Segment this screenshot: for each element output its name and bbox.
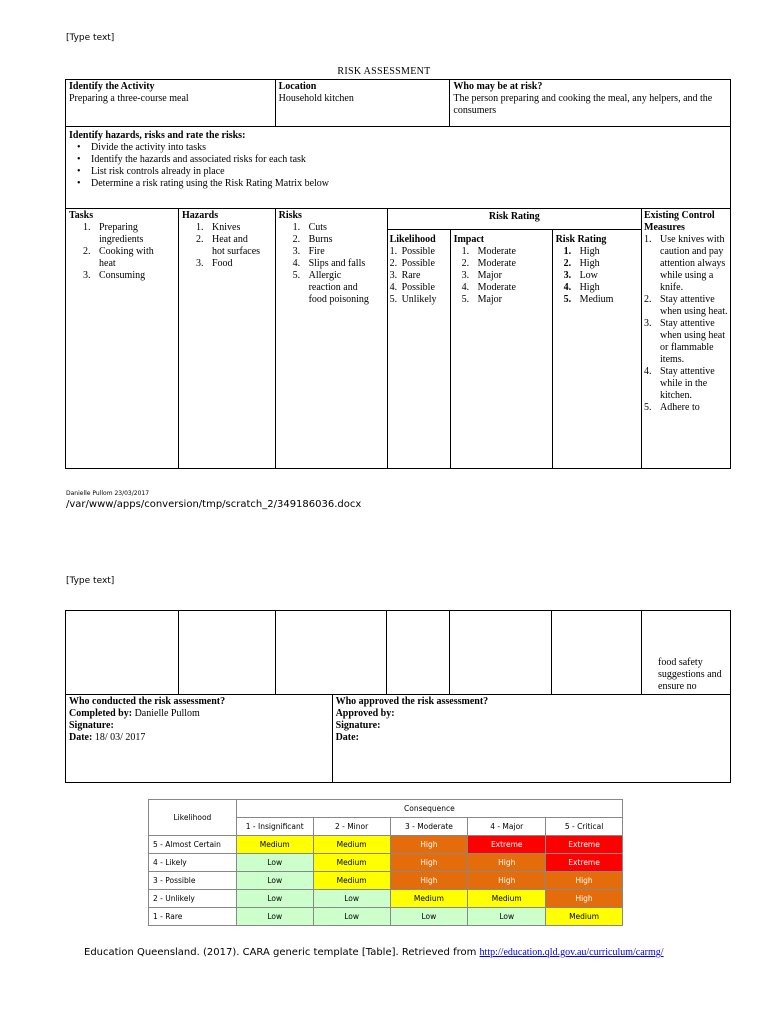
list-item: 4. Moderate [461, 282, 516, 293]
controls-header: Existing Control Measures [644, 210, 715, 233]
list-item: 2. Stay attentive when using heat. [644, 294, 728, 317]
matrix-cell: Medium [468, 890, 546, 908]
hazards-header: Hazards [182, 210, 219, 221]
empty-cell [552, 611, 642, 695]
matrix-cell: Low [236, 872, 313, 890]
list-item: 3. Consuming [83, 270, 146, 281]
approved-heading: Who approved the risk assessment? [335, 696, 489, 707]
matrix-row [149, 854, 623, 872]
citation [84, 947, 664, 958]
page-header: [Type text] [66, 33, 115, 43]
likelihood-header: Likelihood [149, 800, 237, 836]
approved-cell [332, 695, 730, 783]
consequence-label: 3 - Moderate [390, 818, 468, 836]
at-risk-value: The person preparing and cooking the meal, any helpers, and the consumers [453, 93, 713, 116]
likelihood-label: 3 - Possible [149, 872, 237, 890]
matrix-row [149, 836, 623, 854]
empty-cell [450, 611, 552, 695]
date-value: 18/ 03/ 2017 [94, 732, 146, 743]
impact-list [454, 246, 550, 306]
matrix-cell: Low [236, 890, 313, 908]
list-item: 1. Possible [389, 246, 435, 257]
matrix-cell: Medium [390, 890, 468, 908]
list-item: 2. Cooking with heat [83, 246, 154, 269]
location-label: Location [278, 81, 317, 92]
risk-rating-matrix [148, 799, 623, 926]
risk-rating-cell [387, 209, 641, 469]
footer-path: /var/www/apps/conversion/tmp/scratch_2/349186036.docx [66, 499, 362, 510]
consequence-label: 5 - Critical [546, 818, 623, 836]
citation-link[interactable]: http://education.qld.gov.au/curriculum/carmg/ [479, 947, 664, 958]
citation-text: Education Queensland. (2017). CARA generic template [Table]. Retrieved from [84, 947, 477, 958]
document-title: RISK ASSESSMENT [337, 66, 431, 77]
list-item: 2. Heat and hot surfaces [196, 234, 261, 257]
list-item: 3. Low [563, 270, 598, 281]
matrix-cell: Low [468, 908, 546, 926]
likelihood-list [390, 246, 449, 306]
risks-header: Risks [278, 210, 302, 221]
at-risk-cell [450, 80, 731, 127]
list-item: 5. Adhere to [644, 402, 700, 413]
rating-header: Risk Rating [555, 234, 607, 245]
matrix-cell: Medium [313, 872, 390, 890]
risk-rating-header: Risk Rating [488, 211, 540, 222]
activity-value: Preparing a three-course meal [69, 93, 189, 104]
list-item: 3. Stay attentive when using heat or flammable items. [644, 318, 726, 365]
matrix-cell: High [546, 872, 623, 890]
matrix-cell: High [390, 872, 468, 890]
list-item: 5. Unlikely [389, 294, 437, 305]
list-item: 3. Fire [292, 246, 325, 257]
list-item: 3. Food [196, 258, 233, 269]
date-label: Date: [335, 732, 359, 743]
controls-continued: food safety suggestions and ensure no [658, 657, 722, 692]
instructions-list [69, 142, 727, 190]
list-item: 1. Cuts [292, 222, 327, 233]
matrix-row [149, 872, 623, 890]
tasks-list [69, 222, 163, 282]
activity-cell [66, 80, 276, 127]
list-item: 5. Medium [563, 294, 614, 305]
conducted-cell [66, 695, 333, 783]
consequence-label: 2 - Minor [313, 818, 390, 836]
matrix-cell: Low [236, 908, 313, 926]
matrix-cell: High [468, 854, 546, 872]
matrix-cell: High [390, 854, 468, 872]
list-item: 2. Burns [292, 234, 333, 245]
conducted-heading: Who conducted the risk assessment? [69, 696, 226, 707]
list-item: 4. Slips and falls [292, 258, 366, 269]
list-item: 1. High [563, 246, 600, 257]
list-item: 5. Major [461, 294, 503, 305]
location-value: Household kitchen [278, 93, 354, 104]
risk-assessment-table-continued [65, 610, 731, 783]
list-item: • Identify the hazards and associated risks for each task [77, 154, 306, 165]
list-item: 1. Use knives with caution and pay attention always while using a knife. [644, 234, 726, 293]
location-cell [275, 80, 450, 127]
matrix-cell: Medium [236, 836, 313, 854]
list-item: 1. Moderate [461, 246, 516, 257]
risks-list [279, 222, 373, 306]
matrix-cell: High [546, 890, 623, 908]
matrix-cell: Low [313, 890, 390, 908]
list-item: 5. Allergic reaction and food poisoning [292, 270, 369, 305]
list-item: 1. Knives [196, 222, 241, 233]
hazards-list [182, 222, 262, 270]
matrix-cell: High [468, 872, 546, 890]
matrix-cell: Extreme [468, 836, 546, 854]
signature-label: Signature: [335, 720, 381, 731]
impact-header: Impact [453, 234, 485, 245]
likelihood-header: Likelihood [389, 234, 436, 245]
list-item: • Divide the activity into tasks [77, 142, 206, 153]
controls-cell [642, 209, 731, 469]
page-header: [Type text] [66, 576, 115, 586]
rating-list [556, 246, 641, 306]
matrix-cell: High [390, 836, 468, 854]
matrix-cell: Extreme [546, 836, 623, 854]
signature-label: Signature: [69, 720, 114, 731]
matrix-cell: Low [390, 908, 468, 926]
instructions-cell [66, 127, 731, 209]
matrix-cell: Low [313, 908, 390, 926]
likelihood-label: 4 - Likely [149, 854, 237, 872]
list-item: 4. Possible [389, 282, 435, 293]
consequence-label: 1 - Insignificant [236, 818, 313, 836]
matrix-row [149, 908, 623, 926]
list-item: • List risk controls already in place [77, 166, 225, 177]
likelihood-label: 5 - Almost Certain [149, 836, 237, 854]
empty-cell [66, 611, 179, 695]
likelihood-label: 1 - Rare [149, 908, 237, 926]
empty-cell [178, 611, 275, 695]
matrix-cell: Medium [546, 908, 623, 926]
risks-cell [275, 209, 387, 469]
empty-cell [387, 611, 450, 695]
date-label: Date: [69, 732, 93, 743]
matrix-cell: Medium [313, 836, 390, 854]
list-item: 1. Preparing ingredients [83, 222, 144, 245]
footer-author: Danielle Pullom 23/03/2017 [66, 490, 150, 497]
controls-list [644, 234, 728, 414]
list-item: 2. Moderate [461, 258, 516, 269]
activity-label: Identify the Activity [69, 81, 155, 92]
empty-cell [275, 611, 387, 695]
completed-label: Completed by: [69, 708, 133, 719]
list-item: • Determine a risk rating using the Risk Rating Matrix below [77, 178, 330, 189]
at-risk-label: Who may be at risk? [453, 81, 543, 92]
likelihood-label: 2 - Unlikely [149, 890, 237, 908]
matrix-cell: Medium [313, 854, 390, 872]
list-item: 2. Possible [389, 258, 435, 269]
list-item: 4. High [563, 282, 600, 293]
instructions-heading: Identify hazards, risks and rate the risks: [69, 130, 246, 141]
completed-value: Danielle Pullom [134, 708, 200, 719]
list-item: 3. Major [461, 270, 503, 281]
list-item: 4. Stay attentive while in the kitchen. [644, 366, 715, 401]
list-item: 2. High [563, 258, 600, 269]
matrix-row [149, 890, 623, 908]
tasks-header: Tasks [69, 210, 94, 221]
risk-assessment-table [65, 79, 731, 469]
controls-continued-cell [642, 611, 731, 695]
consequence-label: 4 - Major [468, 818, 546, 836]
list-item: 3. Rare [389, 270, 421, 281]
consequence-header: Consequence [236, 800, 622, 818]
tasks-hazards-cell [66, 209, 276, 469]
matrix-cell: Extreme [546, 854, 623, 872]
approved-label: Approved by: [335, 708, 395, 719]
matrix-cell: Low [236, 854, 313, 872]
